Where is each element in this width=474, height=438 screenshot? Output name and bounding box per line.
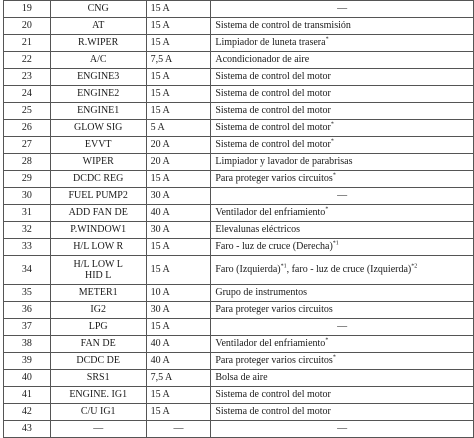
fuse-number: 33	[21, 241, 32, 252]
fuse-number-cell	[4, 188, 51, 205]
fuse-amperage: 15 A	[150, 37, 170, 48]
fuse-amperage-cell	[146, 336, 211, 353]
fuse-number: 36	[21, 304, 32, 315]
fuse-number-cell	[4, 256, 51, 285]
fuse-description-cell	[211, 52, 474, 69]
fuse-number-cell	[4, 302, 51, 319]
fuse-description-cell	[211, 18, 474, 35]
fuse-row	[4, 188, 474, 205]
fuse-number: 39	[21, 355, 32, 366]
fuse-number-cell	[4, 205, 51, 222]
footnote-mark: *1	[332, 240, 339, 247]
fuse-name-cell	[50, 120, 146, 137]
fuse-number-cell	[4, 421, 51, 438]
fuse-name: METER1	[78, 287, 118, 298]
fuse-description: —	[337, 321, 348, 332]
fuse-amperage-cell	[146, 86, 211, 103]
fuse-name: DCDC DE	[76, 355, 120, 366]
fuse-description: Sistema de control del motor	[215, 71, 331, 82]
fuse-number: 21	[21, 37, 32, 48]
fuse-amperage-cell	[146, 154, 211, 171]
fuse-amperage: —	[173, 423, 184, 434]
fuse-amperage: 20 A	[150, 156, 170, 167]
footnote-mark: *	[325, 206, 329, 213]
fuse-amperage: 15 A	[150, 241, 170, 252]
fuse-name-cell	[50, 256, 146, 285]
fuse-name-cell	[50, 222, 146, 239]
fuse-amperage: 15 A	[150, 173, 170, 184]
fuse-amperage: 30 A	[150, 190, 170, 201]
fuse-description: Sistema de control del motor	[215, 389, 331, 400]
footnote-mark: *	[330, 121, 334, 128]
fuse-name-cell	[50, 35, 146, 52]
fuse-number: 40	[21, 372, 32, 383]
fuse-description: Limpiador de luneta trasera	[215, 37, 326, 48]
fuse-name-cell	[50, 18, 146, 35]
fuse-name-cell	[50, 154, 146, 171]
fuse-name-cell	[50, 302, 146, 319]
fuse-number-cell	[4, 285, 51, 302]
fuse-amperage-cell	[146, 387, 211, 404]
fuse-amperage-cell	[146, 353, 211, 370]
fuse-row	[4, 120, 474, 137]
fuse-row	[4, 154, 474, 171]
fuse-amperage: 15 A	[150, 406, 170, 417]
fuse-name-cell	[50, 421, 146, 438]
footnote-mark: *	[332, 172, 336, 179]
fuse-name: EVVT	[84, 139, 112, 150]
fuse-row	[4, 421, 474, 438]
fuse-amperage: 15 A	[150, 88, 170, 99]
fuse-number-cell	[4, 52, 51, 69]
fuse-description-cell	[211, 86, 474, 103]
fuse-description: Para proteger varios circuitos	[215, 355, 333, 366]
fuse-description-cell	[211, 205, 474, 222]
fuse-amperage-cell	[146, 120, 211, 137]
fuse-amperage: 15 A	[150, 3, 170, 14]
fuse-row	[4, 103, 474, 120]
fuse-amperage: 40 A	[150, 338, 170, 349]
fuse-number-cell	[4, 353, 51, 370]
fuse-name-cell	[50, 205, 146, 222]
fuse-description-cell	[211, 137, 474, 154]
fuse-number: 28	[21, 156, 32, 167]
fuse-row	[4, 52, 474, 69]
fuse-amperage: 15 A	[150, 105, 170, 116]
fuse-name-cell	[50, 387, 146, 404]
fuse-number: 24	[21, 88, 32, 99]
fuse-number-cell	[4, 103, 51, 120]
fuse-description: Ventilador del enfriamiento	[215, 207, 326, 218]
fuse-description: —	[337, 423, 348, 434]
fuse-number: 25	[21, 105, 32, 116]
fuse-name: FUEL PUMP2	[68, 190, 128, 201]
fuse-description: Limpiador y lavador de parabrisas	[215, 156, 353, 167]
fuse-amperage: 7,5 A	[150, 372, 173, 383]
fuse-amperage-cell	[146, 35, 211, 52]
fuse-description: Acondicionador de aire	[215, 54, 310, 65]
fuse-description: Para proteger varios circuitos	[215, 304, 333, 315]
fuse-name: AT	[92, 20, 105, 31]
fuse-description-cell	[211, 285, 474, 302]
fuse-number: 29	[21, 173, 32, 184]
fuse-amperage: 15 A	[150, 389, 170, 400]
fuse-name: ENGINE3	[77, 71, 120, 82]
fuse-name-cell	[50, 1, 146, 18]
fuse-name: —	[93, 423, 104, 434]
fuse-amperage: 15 A	[150, 71, 170, 82]
footnote-mark: *1	[280, 263, 287, 270]
fuse-row	[4, 319, 474, 336]
fuse-number: 37	[21, 321, 32, 332]
fuse-description-cell	[211, 387, 474, 404]
fuse-number: 30	[21, 190, 32, 201]
fuse-number-cell	[4, 1, 51, 18]
fuse-number-cell	[4, 370, 51, 387]
fuse-row	[4, 336, 474, 353]
fuse-description: Faro (Izquierda)	[215, 264, 281, 275]
fuse-row	[4, 137, 474, 154]
fuse-amperage-cell	[146, 239, 211, 256]
fuse-row	[4, 256, 474, 285]
fuse-amperage-cell	[146, 69, 211, 86]
fuse-row	[4, 370, 474, 387]
fuse-description-cell	[211, 421, 474, 438]
fuse-table-body	[4, 1, 474, 438]
fuse-description: Bolsa de aire	[215, 372, 268, 383]
fuse-row	[4, 404, 474, 421]
fuse-amperage-cell	[146, 137, 211, 154]
fuse-description-cell	[211, 404, 474, 421]
fuse-name-cell	[50, 239, 146, 256]
fuse-name: DCDC REG	[73, 173, 124, 184]
fuse-description: —	[337, 190, 348, 201]
fuse-description-cell	[211, 103, 474, 120]
fuse-amperage-cell	[146, 205, 211, 222]
fuse-name: ENGINE. IG1	[69, 389, 128, 400]
fuse-description-cell	[211, 188, 474, 205]
fuse-amperage-cell	[146, 171, 211, 188]
fuse-description-cell	[211, 222, 474, 239]
fuse-amperage-cell	[146, 319, 211, 336]
fuse-row	[4, 35, 474, 52]
fuse-description-cell	[211, 319, 474, 336]
fuse-amperage-cell	[146, 18, 211, 35]
fuse-amperage-cell	[146, 302, 211, 319]
fuse-description-cell	[211, 256, 474, 285]
fuse-description: Para proteger varios circuitos	[215, 173, 333, 184]
fuse-row	[4, 69, 474, 86]
fuse-number: 20	[21, 20, 32, 31]
fuse-name: P.WINDOW1	[70, 224, 127, 235]
fuse-row	[4, 387, 474, 404]
fuse-description-cell	[211, 370, 474, 387]
fuse-description: Faro - luz de cruce (Derecha)	[215, 241, 333, 252]
fuse-row	[4, 239, 474, 256]
fuse-number: 43	[21, 423, 32, 434]
fuse-description: Sistema de control de transmisión	[215, 20, 351, 31]
footnote-mark: *	[330, 138, 334, 145]
fuse-description-cell	[211, 120, 474, 137]
fuse-name: WIPER	[82, 156, 114, 167]
fuse-row	[4, 222, 474, 239]
footnote-mark: *	[332, 354, 336, 361]
fuse-name: CNG	[87, 3, 109, 14]
fuse-number: 32	[21, 224, 32, 235]
fuse-amperage-cell	[146, 421, 211, 438]
fuse-description: Sistema de control del motor	[215, 406, 331, 417]
fuse-name-cell	[50, 137, 146, 154]
fuse-row	[4, 353, 474, 370]
fuse-number: 38	[21, 338, 32, 349]
fuse-name: ENGINE1	[77, 105, 120, 116]
fuse-number: 27	[21, 139, 32, 150]
fuse-name-cell	[50, 319, 146, 336]
fuse-amperage: 15 A	[150, 264, 170, 275]
fuse-name: IG2	[90, 304, 106, 315]
fuse-description: Sistema de control del motor	[215, 122, 331, 133]
fuse-row	[4, 171, 474, 188]
fuse-number: 22	[21, 54, 32, 65]
fuse-row	[4, 18, 474, 35]
fuse-number-cell	[4, 137, 51, 154]
fuse-amperage-cell	[146, 222, 211, 239]
fuse-description-cell	[211, 69, 474, 86]
fuse-name-stack	[55, 259, 142, 281]
fuse-name-cell	[50, 188, 146, 205]
fuse-number-cell	[4, 18, 51, 35]
fuse-name-cell	[50, 336, 146, 353]
fuse-name: ADD FAN DE	[68, 207, 128, 218]
fuse-number: 35	[21, 287, 32, 298]
fuse-number-cell	[4, 336, 51, 353]
fuse-number-cell	[4, 69, 51, 86]
fuse-description-cell	[211, 302, 474, 319]
fuse-number-cell	[4, 171, 51, 188]
fuse-amperage-cell	[146, 52, 211, 69]
fuse-amperage: 10 A	[150, 287, 170, 298]
fuse-number-cell	[4, 222, 51, 239]
fuse-name-cell	[50, 52, 146, 69]
fuse-amperage-cell	[146, 370, 211, 387]
fuse-name-cell	[50, 69, 146, 86]
fuse-number: 26	[21, 122, 32, 133]
fuse-name-cell	[50, 370, 146, 387]
fuse-amperage-cell	[146, 188, 211, 205]
fuse-number: 31	[21, 207, 32, 218]
fuse-description: Sistema de control del motor	[215, 105, 331, 116]
fuse-number: 42	[21, 406, 32, 417]
fuse-description-cell	[211, 336, 474, 353]
fuse-number: 41	[21, 389, 32, 400]
fuse-description: Sistema de control del motor	[215, 139, 331, 150]
fuse-name: H/L LOW L	[73, 259, 123, 270]
fuse-description: —	[337, 3, 348, 14]
footnote-mark: *	[325, 337, 329, 344]
fuse-name-alt: HID L	[85, 270, 112, 281]
fuse-number-cell	[4, 404, 51, 421]
fuse-amperage: 5 A	[150, 122, 165, 133]
fuse-number-cell	[4, 239, 51, 256]
fuse-row	[4, 86, 474, 103]
fuse-name: C/U IG1	[80, 406, 116, 417]
fuse-name-cell	[50, 285, 146, 302]
fuse-amperage: 30 A	[150, 304, 170, 315]
fuse-amperage-cell	[146, 256, 211, 285]
fuse-name: FAN DE	[80, 338, 116, 349]
fuse-name-cell	[50, 103, 146, 120]
fuse-number-cell	[4, 319, 51, 336]
fuse-description-cont: , faro - luz de cruce (Izquierda)	[286, 264, 412, 275]
fuse-name: H/L LOW R	[73, 241, 124, 252]
fuse-amperage-cell	[146, 1, 211, 18]
fuse-row	[4, 1, 474, 18]
fuse-amperage: 15 A	[150, 20, 170, 31]
fuse-name: GLOW SIG	[73, 122, 123, 133]
fuse-row	[4, 205, 474, 222]
fuse-number-cell	[4, 154, 51, 171]
fuse-number-cell	[4, 120, 51, 137]
fuse-number-cell	[4, 35, 51, 52]
fuse-name-cell	[50, 404, 146, 421]
fuse-amperage: 30 A	[150, 224, 170, 235]
footnote-mark: *2	[411, 263, 418, 270]
fuse-description: Ventilador del enfriamiento	[215, 338, 326, 349]
fuse-description-cell	[211, 353, 474, 370]
fuse-number-cell	[4, 86, 51, 103]
fuse-description-cell	[211, 171, 474, 188]
fuse-name: R.WIPER	[78, 37, 119, 48]
fuse-number: 19	[21, 3, 32, 14]
fuse-amperage: 15 A	[150, 321, 170, 332]
fuse-description-cell	[211, 35, 474, 52]
fuse-amperage: 20 A	[150, 139, 170, 150]
fuse-amperage-cell	[146, 285, 211, 302]
fuse-name: ENGINE2	[77, 88, 120, 99]
fuse-description-cell	[211, 154, 474, 171]
fuse-row	[4, 302, 474, 319]
fuse-number: 23	[21, 71, 32, 82]
fuse-amperage-cell	[146, 103, 211, 120]
fuse-table	[3, 0, 474, 438]
fuse-description-cell	[211, 1, 474, 18]
fuse-amperage-cell	[146, 404, 211, 421]
fuse-name-cell	[50, 86, 146, 103]
fuse-amperage: 7,5 A	[150, 54, 173, 65]
fuse-number: 34	[21, 264, 32, 275]
fuse-name: LPG	[88, 321, 108, 332]
fuse-description: Grupo de instrumentos	[215, 287, 307, 298]
fuse-description: Sistema de control del motor	[215, 88, 331, 99]
fuse-amperage: 40 A	[150, 207, 170, 218]
fuse-name-cell	[50, 171, 146, 188]
fuse-name-cell	[50, 353, 146, 370]
fuse-amperage: 40 A	[150, 355, 170, 366]
fuse-number-cell	[4, 387, 51, 404]
fuse-name: A/C	[89, 54, 107, 65]
footnote-mark: *	[325, 36, 329, 43]
fuse-name: SRS1	[86, 372, 110, 383]
fuse-row	[4, 285, 474, 302]
fuse-description: Elevalunas eléctricos	[215, 224, 301, 235]
fuse-description-cell	[211, 239, 474, 256]
